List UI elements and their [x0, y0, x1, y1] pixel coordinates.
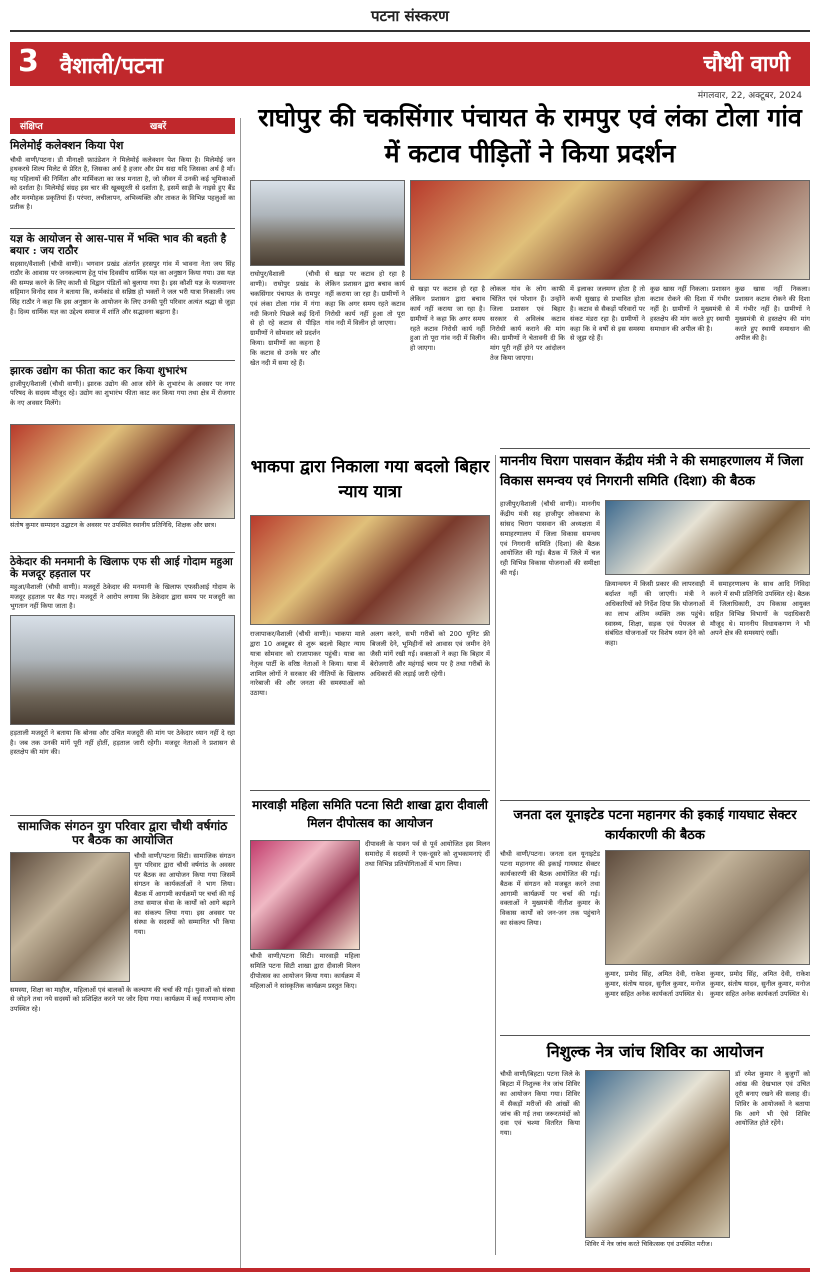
- main-col1: राघोपुर/वैशाली (चौथी वाणी)। राघोपुर प्रखंड के चकसिंगार पंचायत के रामपुर एवं लंका टोला गांव में गंगा नदी किनारे पिछले कई दिनों से हो रहे कटाव से पीड़ित ग्रामीणों ने सोमवार को प्रदर्शन किया। ग्रामीणों का कहना है कि कटाव से उनके घर और खेत नदी में समा रहे हैं।: [250, 270, 320, 368]
- marwari-headline: मारवाड़ी महिला समिति पटना सिटी शाखा द्वारा दीवाली मिलन दीपोत्सव का आयोजन: [252, 798, 488, 830]
- eye-camp-headline: निशुल्क नेत्र जांच शिविर का आयोजन: [546, 1042, 764, 1061]
- eye-camp-caption: शिविर में नेत्र जांच करते चिकित्सक एवं उपस्थित मरीज।: [585, 1240, 713, 1248]
- main-col1b: से खड़ा पर कटाव हो रहा है लेकिन प्रशासन द्वारा बचाव कार्य नहीं कराया जा रहा है। ग्रामीणों ने कहा कि अगर समय रहते कटाव निरोधी कार्य नहीं हुआ तो पूरा गांव नदी में विलीन हो जाएगा।: [325, 270, 405, 328]
- story5-block: [10, 852, 235, 982]
- main-col5: कुछ खास नहीं निकला। प्रशासन कटाव रोकने की दिशा में गंभीर नहीं है। ग्रामीणों ने मुख्यमंत्री से हस्तक्षेप की मांग करते हुए स्थायी समाधान की अपील की है।: [650, 285, 730, 333]
- story4-continued: हड़ताली मजदूरों ने बताया कि बोनस और उचित मजदूरी की मांग पर ठेकेदार ध्यान नहीं दे रहा है। जब तक उनकी मांगें पूरी नहीं होतीं, हड़ताल जारी रहेगी। मजदूर नेताओं ने प्रशासन से हस्तक्षेप की मांग की।: [10, 728, 235, 757]
- inauguration-photo: [10, 424, 235, 519]
- protest-photo: [410, 180, 810, 280]
- yatra-photo: [250, 515, 490, 625]
- story2-headline: यज्ञ के आयोजन से आस-पास में भक्ति भाव की बहती है बयार : जय राठौर: [10, 232, 227, 257]
- jdu-attendees-col2: कुमार, प्रमोद सिंह, अमित देवी, राकेश कुमार, संतोष यादव, सुनील कुमार, मनोज कुमार सहित अनेक कार्यकर्ता उपस्थित थे।: [710, 970, 810, 998]
- page-number: 3: [18, 44, 39, 79]
- divider: [250, 790, 490, 791]
- story2-body: सहसार/वैशाली (चौथी वाणी)। भगवान प्रखंड अंतर्गत हरसपुर गांव में भावना नेता जय सिंह राठौर के आवास पर जनकल्याण हेतु पांच दिवसीय धार्मिक यज्ञ का अनुष्ठान किया गया। उस यज्ञ की सम्पन्न करने के लिए काशी से विद्वान पंडितों को बुलाया गया है। इस कौशी यज्ञ के यजमान्तर सहिमान विनोद साव ने बताया कि, कर्मकांड से सन्निष्ठ हो भक्तों ने जल भरी यात्रा निकाली। जय सिंह राठौर ने कहा कि इस अनुष्ठान के आयोजन के लिए उनकी पूरी परिवार अत्यंत श्रद्धा से जुड़ा है। दिव्य धार्मिक यज्ञ का उद्देश्य समाज में शांति और सद्भावना बढ़ाना है।: [10, 259, 235, 316]
- tab-brief: संक्षिप्त: [20, 122, 43, 132]
- date-line: मंगलवार, 22, अक्टूबर, 2024: [697, 91, 802, 101]
- bhakpa-col1: राजापाकर/वैशाली (चौथी वाणी)। भाकपा माले द्वारा 10 अक्टूबर से शुरू बदलो बिहार न्याय यात्रा सोमवार को राजापाकर पहुंची। यात्रा का नेतृत्व पार्टी के वरिष्ठ नेताओं ने किया। यात्रा में शामिल लोगों ने सरकार की नीतियों के खिलाफ नारेबाजी की और जनता की समस्याओं को उठाया।: [250, 630, 365, 698]
- left-column: [10, 140, 235, 1046]
- marwari-col2: दीपावली के पावन पर्व से पूर्व आयोजित इस मिलन समारोह में सदस्यों ने एक-दूसरे को शुभकामनाएं दीं तथा विभिन्न प्रतियोगिताओं में भाग लिया।: [365, 840, 490, 868]
- story5-body: चौथी वाणी/पटना सिटी। सामाजिक संगठन युग परिवार द्वारा चौथी वर्षगांठ के अवसर पर बैठक का आयोजन किया गया जिसमें संगठन के कार्यकर्ताओं ने भाग लिया। बैठक में आगामी कार्यक्रमों पर चर्चा की गई तथा समाज सेवा के कार्यों को आगे बढ़ाने का संकल्प लिया गया। इस अवसर पर संस्था के सदस्यों को सम्मानित भी किया गया।: [134, 851, 235, 936]
- eye-camp-col1: चौथी वाणी/बिहटा। पटना जिले के बिहटा में निशुल्क नेत्र जांच शिविर का आयोजन किया गया। शिविर में सैकड़ों मरीजों की आंखों की जांच की गई तथा जरूरतमंदों को दवा एवं चश्मा वितरित किया गया।: [500, 1070, 580, 1138]
- story4-body: महुआ/वैशाली (चौथी वाणी)। मजदूरों ठेकेदार की मनमानी के खिलाफ एफसीआई गोदाम के मजदूर हड़ताल पर बैठ गए। मजदूरों ने आरोप लगाया कि ठेकेदार द्वारा समय पर मजदूरी का भुगतान नहीं किया जाता है।: [10, 582, 235, 611]
- story3-headline: झारक उद्योग का फीता काट कर किया शुभारंभ: [10, 364, 187, 377]
- header-rule: [10, 30, 810, 32]
- main-col3: लोकल गांव के लोग काफी चिंतित एवं परेशान हैं। उन्होंने जिला प्रशासन एवं बिहार सरकार से अविलंब कटाव निरोधी कार्य कराने की मांग की। ग्रामीणों ने चेतावनी दी कि मांग पूरी नहीं होने पर आंदोलन तेज किया जाएगा।: [490, 285, 565, 363]
- chirag-col1: हाजीपुर/वैशाली (चौथी वाणी)। माननीय केंद्रीय मंत्री सह हाजीपुर लोकसभा के सांसद चिराग पासवान की अध्यक्षता में समाहरणालय में जिला विकास समन्वय एवं निगरानी समिति (दिशा) की बैठक आयोजित की गई। बैठक में जिले में चल रही विभिन्न विकास योजनाओं की समीक्षा की गई।: [500, 500, 600, 578]
- main-col2: से खड़ा पर कटाव हो रहा है लेकिन प्रशासन द्वारा बचाव कार्य नहीं कराया जा रहा है। ग्रामीणों ने कहा कि अगर समय रहते कटाव निरोधी कार्य नहीं हुआ तो पूरा गांव नदी में विलीन हो जाएगा।: [410, 285, 485, 353]
- jdu-headline: जनता दल यूनाइटेड पटना महानगर की इकाई गायघाट सेक्टर कार्यकारणी की बैठक: [513, 808, 797, 844]
- disha-meeting-photo: [605, 500, 810, 575]
- strike-photo: [10, 615, 235, 725]
- bottom-rule: [10, 1268, 810, 1272]
- section-tabs: [10, 118, 235, 134]
- chirag-headline: माननीय चिराग पासवान केंद्रीय मंत्री ने की समाहरणालय में जिला विकास समन्वय एवं निगरानी समिति (दिशा) की बैठक: [500, 454, 804, 490]
- column-divider: [240, 118, 241, 1268]
- eye-camp-photo: [585, 1070, 730, 1238]
- divider: [10, 360, 235, 361]
- jdu-meeting-photo: [605, 850, 810, 965]
- story3-body: हाजीपुर/वैशाली (चौथी वाणी)। झारक उद्योग की आज सोने के शुभारंभ के अवसर पर नगर परिषद के सदस्य मौजूद रहे। उद्योग का शुभारंभ फीता काट कर किया गया तथा क्षेत्र में रोजगार के नए अवसर मिलेंगे।: [10, 379, 235, 407]
- divider: [10, 815, 235, 816]
- main-headline: राघोपुर की चकसिंगार पंचायत के रामपुर एवं लंका टोला गांव में कटाव पीड़ितों ने किया प्रदर्शन: [258, 103, 802, 168]
- bhakpa-headline: भाकपा द्वारा निकाला गया बदलो बिहार न्याय यात्रा: [250, 457, 490, 502]
- bhakpa-col2: अलग करने, सभी गरीबों को 200 यूनिट फ्री बिजली देने, भूमिहीनों को आवास एवं जमीन देने जैसी मांगें रखी गईं। वक्ताओं ने कहा कि बिहार में बेरोजगारी और महंगाई चरम पर है तथा गरीबों के अधिकारों की लड़ाई जारी रहेगी।: [370, 630, 490, 678]
- jdu-col1: चौथी वाणी/पटना। जनता दल यूनाइटेड पटना महानगर की इकाई गायघाट सेक्टर कार्यकारणी की बैठक आयोजित की गई। बैठक में संगठन को मजबूत करने तथा आगामी कार्यक्रमों पर चर्चा की गई। वक्ताओं ने मुख्यमंत्री नीतीश कुमार के विकास कार्यों को जन-जन तक पहुंचाने का संकल्प लिया।: [500, 850, 600, 928]
- tab-news: खबरें: [150, 122, 167, 132]
- diwali-photo: [250, 840, 360, 950]
- main-col4: में इलाका जलमग्न होता है तो कभी सुखाड़ से प्रभावित होता है। कटाव से सैकड़ों परिवारों पर संकट मंडरा रहा है। ग्रामीणों ने कहा कि वे वर्षों से इस समस्या से जूझ रहे हैं।: [570, 285, 645, 343]
- erosion-photo-river: [250, 180, 405, 266]
- story5-continued: समस्या, शिक्षा का माहौल, महिलाओं एवं बालकों के कल्याण की चर्चा की गई। युवाओं को संस्था से जोड़ने तथा नये सदस्यों को प्रशिक्षित करने पर जोर दिया गया। कार्यक्रम में कई गणमान्य लोग उपस्थित रहे।: [10, 985, 235, 1013]
- edition-label: पटना संस्करण: [371, 7, 449, 25]
- page-name: वैशाली/पटना: [60, 54, 164, 79]
- main-col6: कुछ खास नहीं निकला। प्रशासन कटाव रोकने की दिशा में गंभीर नहीं है। ग्रामीणों ने मुख्यमंत्री से हस्तक्षेप की मांग करते हुए स्थायी समाधान की अपील की है।: [735, 285, 810, 343]
- divider: [10, 228, 235, 229]
- divider: [500, 448, 810, 449]
- marwari-col1: चौथी वाणी/पटना सिटी। मारवाड़ी महिला समिति पटना सिटी शाखा द्वारा दीवाली मिलन दीपोत्सव का आयोजन किया गया। कार्यक्रम में महिलाओं ने सांस्कृतिक कार्यक्रम प्रस्तुत किए।: [250, 952, 360, 990]
- photo1-caption: संतोष कुमार सम्पादन उद्घाटन के अवसर पर उपस्थित स्थानीय प्रतिनिधि, शिक्षक और छात्र।: [10, 520, 217, 529]
- story1-headline: मिलेमोई कलेक्शन किया पेश: [10, 139, 124, 152]
- story5-headline: सामाजिक संगठन युग परिवार द्वारा चौथी वर्षगांठ पर बैठक का आयोजित: [17, 818, 228, 847]
- divider: [500, 1035, 810, 1036]
- story1-body: चौथी वाणी/पटना। डी मीनाक्षी फ़ाउंडेशन ने मिलेमोई कलेक्शन पेश किया है। मिलेमोई जन हथकरघे शिल्प मिलेट से प्रेरित है, जिसका अर्थ है हजार और प्रेम सदा यदि जिसका अर्थ है माँ। यह पहिलायों की निर्मिता और मार्मिकता का जश्न मनाता है, जो जीवन में उनकी कई भूमिकाओं को दर्शाता है। मिलेमोई संग्रह इस चार की खूबसूरती से दर्शाता है, इसमें साड़ी के नाइसे हुए बैंड और मनमोहक प्रकृतियां हैं। परंपरा, लचीलापन, अभिव्यक्ति और ताकत के विभिन्न पहलुओं का प्रतीक है।: [10, 155, 235, 212]
- story4-headline: ठेकेदार की मनमानी के खिलाफ एफ सी आई गोदाम महुआ के मजदूर हड़ताल पर: [10, 555, 233, 580]
- column-divider: [495, 455, 496, 1255]
- meeting-photo: [10, 852, 130, 982]
- jdu-attendees-col1: कुमार, प्रमोद सिंह, अमित देवी, राकेश कुमार, संतोष यादव, सुनील कुमार, मनोज कुमार सहित अनेक कार्यकर्ता उपस्थित थे।: [605, 970, 705, 998]
- eye-camp-col2: डॉ रमेश कुमार ने बुजुर्गों को आंख की देखभाल एवं उचित दूरी बनाए रखने की सलाह दी। शिविर के आयोजकों ने बताया कि आगे भी ऐसे शिविर आयोजित होते रहेंगे।: [735, 1070, 810, 1128]
- chirag-col2: क्रियान्वयन में किसी प्रकार की लापरवाही बर्दाश्त नहीं की जाएगी। मंत्री ने अधिकारियों को निर्देश दिया कि योजनाओं का लाभ अंतिम व्यक्ति तक पहुंचे। स्वास्थ्य, शिक्षा, सड़क एवं पेयजल से संबंधित योजनाओं पर विशेष ध्यान देने को कहा।: [605, 580, 705, 648]
- divider: [500, 800, 810, 801]
- chirag-col3: में समाहरणालय के साथ आदि निविदा करने में सभी प्रतिनिधि उपस्थित रहे। बैठक में जिलाधिकारी, उप विकास आयुक्त सहित विभिन्न विभागों के पदाधिकारी मौजूद थे। माननीय विधायकगण ने भी अपने क्षेत्र की समस्याएं रखीं।: [710, 580, 810, 638]
- brand-logo: चौथी वाणी: [703, 51, 790, 77]
- divider: [10, 552, 235, 553]
